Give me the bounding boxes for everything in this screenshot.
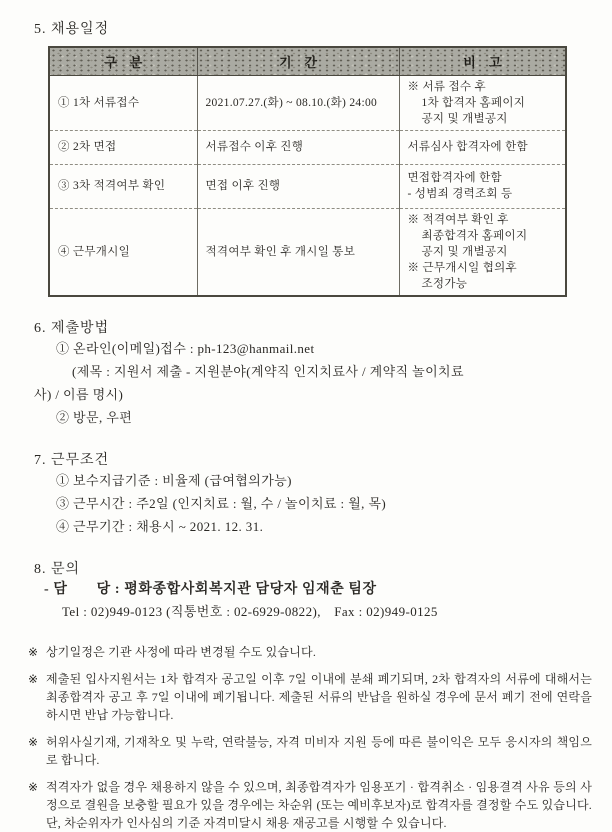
row-period: 2021.07.27.(화) ~ 08.10.(화) 24:00 — [197, 75, 399, 130]
footnote-item — [28, 733, 592, 769]
row-remarks: ※ 서류 접수 후 1차 합격자 홈페이지 공지 및 개별공지 — [399, 75, 566, 130]
section-heading-contact: 8. 문의 — [34, 561, 81, 577]
contact-manager-line: - 담 당 : 평화종합사회복지관 담당자 임재춘 팀장 — [44, 581, 377, 597]
schedule-table-header-row — [49, 47, 566, 75]
row-period: 서류접수 이후 진행 — [197, 130, 399, 164]
reference-mark: ※ — [28, 779, 39, 794]
table-row — [49, 164, 566, 208]
condition-line-term: ④ 근무기간 : 채용시 ~ 2021. 12. 31. — [56, 518, 264, 534]
condition-line-pay: ① 보수지급기준 : 비율제 (급여협의가능) — [56, 472, 292, 488]
table-row — [49, 130, 566, 164]
section-contact — [28, 558, 592, 623]
footnote-text: 적격자가 없을 경우 채용하지 않을 수 있으며, 최종합격자가 임용포기 · 합격취소 · 임용결격 사유 등의 사정으로 결원을 보충할 필요가 있을 경우에는 차순위 (또는 예비후보자)로 합격자를 결정할 수도 있습니다. 단, 차순위자가 인사심의 기준 자격미달시 채용 재공고를 시행할 수 있습니다. — [46, 779, 592, 830]
table-row — [49, 75, 566, 130]
column-header-category: 구 분 — [49, 47, 197, 75]
submission-line-visit-mail: ② 방문, 우편 — [56, 409, 133, 425]
section-heading-conditions: 7. 근무조건 — [34, 452, 110, 468]
section-heading-submission: 6. 제출방법 — [34, 320, 110, 336]
row-remarks: 면접합격자에 한함 - 성범죄 경력조회 등 — [399, 164, 566, 208]
footnote-item — [28, 778, 592, 832]
submission-line-subject: (제목 : 지원서 제출 - 지원분야(계약직 인지치료사 / 계약직 놀이치료 — [72, 363, 464, 379]
reference-mark: ※ — [28, 671, 39, 686]
reference-mark: ※ — [28, 734, 39, 749]
submission-line-email: ① 온라인(이메일)접수 : ph-123@hanmail.net — [56, 340, 315, 356]
condition-line-hours: ③ 근무시간 : 주2일 (인지치료 : 월, 수 / 놀이치료 : 월, 목) — [56, 495, 387, 511]
submission-line-subject-wrap: 사) / 이름 명시) — [34, 386, 124, 402]
footnote-text: 제출된 입사지원서는 1차 합격자 공고일 이후 7일 이내에 분쇄 폐기되며, 2차 합격자의 서류에 대해서는 최종합격자 공고 후 7일 이내에 폐기됩니다. 제출된 서류의 반납을 원하실 경우에 문서 폐기 전에 연락을 하시면 반납 가능합니다. — [46, 671, 592, 722]
reference-mark: ※ — [28, 644, 39, 659]
row-remarks: 서류심사 합격자에 한함 — [399, 130, 566, 164]
footnotes — [28, 643, 592, 832]
table-row — [49, 208, 566, 296]
footnote-text: 상기일정은 기관 사정에 따라 변경될 수도 있습니다. — [46, 644, 317, 659]
row-category: ② 2차 면접 — [49, 130, 197, 164]
column-header-period: 기 간 — [197, 47, 399, 75]
contact-phone-line: Tel : 02)949-0123 (직통번호 : 02-6929-0822), Fax : 02)949-0125 — [62, 603, 438, 619]
footnote-item — [28, 643, 592, 661]
row-remarks: ※ 적격여부 확인 후 최종합격자 홈페이지 공지 및 개별공지 ※ 근무개시일 협의후 조정가능 — [399, 208, 566, 296]
section-submission — [28, 317, 592, 429]
row-category: ① 1차 서류접수 — [49, 75, 197, 130]
column-header-remarks: 비 고 — [399, 47, 566, 75]
schedule-table — [48, 46, 567, 297]
row-category: ③ 3차 적격여부 확인 — [49, 164, 197, 208]
row-period: 적격여부 확인 후 개시일 통보 — [197, 208, 399, 296]
footnote-item — [28, 670, 592, 724]
footnote-text: 허위사실기재, 기재착오 및 누락, 연락불능, 자격 미비자 지원 등에 따른 불이익은 모두 응시자의 책임으로 합니다. — [46, 734, 592, 767]
section-heading-schedule: 5. 채용일정 — [34, 22, 110, 37]
row-category: ④ 근무개시일 — [49, 208, 197, 296]
section-conditions — [28, 449, 592, 538]
row-period: 면접 이후 진행 — [197, 164, 399, 208]
